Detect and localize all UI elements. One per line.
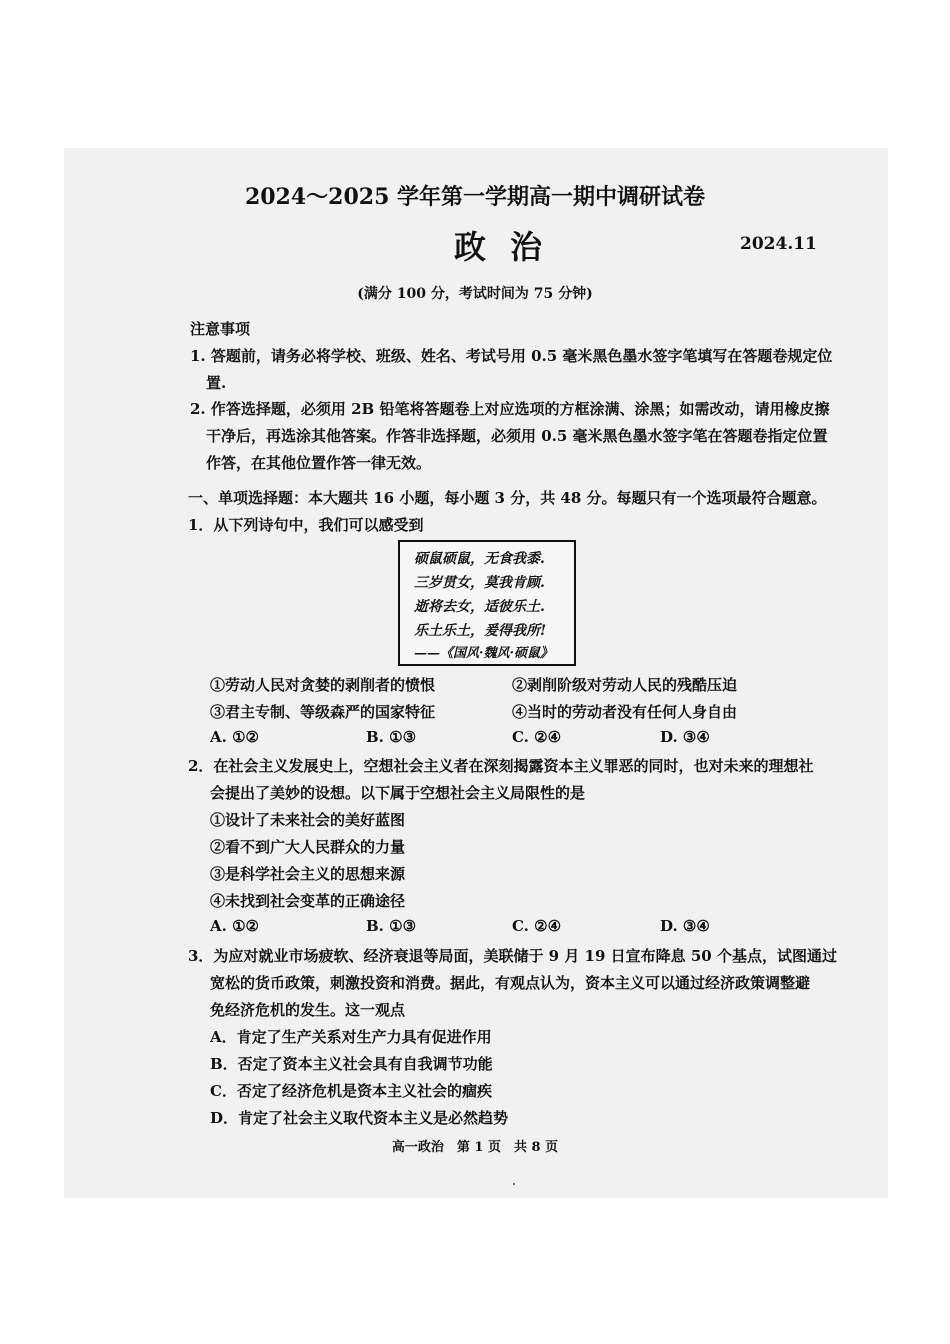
q1-stem: 1．从下列诗句中，我们可以感受到: [188, 516, 424, 534]
q2-stem-line-2: 会提出了美妙的设想。以下属于空想社会主义局限性的是: [210, 784, 586, 802]
exam-date: 2024.11: [740, 234, 817, 254]
q3-option-d: D．肯定了社会主义取代资本主义是必然趋势: [210, 1109, 509, 1127]
q3-stem-line-1: 3．为应对就业市场疲软、经济衰退等局面，美联储于 9 月 19 日宣布降息 50 个基点，试图通过: [188, 947, 837, 965]
q3-option-b: B．否定了资本主义社会具有自我调节功能: [210, 1055, 493, 1073]
section-heading: 一、单项选择题：本大题共 16 小题，每小题 3 分，共 48 分。每题只有一个选项最符合题意。: [188, 489, 827, 507]
q2-statement-3: ③是科学社会主义的思想来源: [210, 865, 406, 883]
q1-statement-2: ②剥削阶级对劳动人民的残酷压迫: [512, 676, 738, 694]
page-footer: 高一政治 第 1 页 共 8 页: [391, 1140, 559, 1155]
q2-statement-1: ①设计了未来社会的美好蓝图: [210, 811, 406, 829]
notice-title: 注意事项: [190, 320, 251, 338]
q3-stem-line-3: 免经济危机的发生。这一观点: [210, 1001, 406, 1019]
notice-item-2-line-3: 作答，在其他位置作答一律无效。: [206, 454, 432, 472]
poem-line: 三岁贯女，莫我肯顾.: [414, 575, 545, 591]
q2-option-d: D. ③④: [660, 917, 710, 935]
q3-option-c: C．否定了经济危机是资本主义社会的痼疾: [210, 1082, 492, 1100]
subject-title: 政治: [454, 228, 567, 266]
q2-stem-line-1: 2．在社会主义发展史上，空想社会主义者在深刻揭露资本主义罪恶的同时，也对未来的理想社: [188, 757, 814, 775]
poem-line: 硕鼠硕鼠，无食我黍.: [414, 551, 545, 567]
q1-statement-3: ③君主专制、等级森严的国家特征: [210, 703, 436, 721]
poem-box: [398, 540, 576, 666]
q1-statement-4: ④当时的劳动者没有任何人身自由: [512, 703, 738, 721]
scan-speck: [513, 1183, 515, 1185]
exam-title: 2024～2025 学年第一学期高一期中调研试卷: [244, 184, 706, 210]
notice-item-2-line-1: 2. 作答选择题，必须用 2B 铅笔将答题卷上对应选项的方框涂满、涂黑；如需改动，请用橡皮擦: [190, 400, 830, 418]
q2-statement-4: ④未找到社会变革的正确途径: [210, 892, 406, 910]
notice-item-1-line-1: 1. 答题前，请务必将学校、班级、姓名、考试号用 0.5 毫米黑色墨水签字笔填写在答题卷规定位: [190, 347, 833, 365]
score-time-line: (满分 100 分，考试时间为 75 分钟): [357, 286, 593, 302]
q1-option-a: A. ①②: [210, 728, 259, 746]
poem-line: 逝将去女，适彼乐土.: [414, 599, 545, 615]
q2-option-a: A. ①②: [210, 917, 259, 935]
q3-option-a: A．肯定了生产关系对生产力具有促进作用: [210, 1028, 492, 1046]
q1-statement-1: ①劳动人民对贪婪的剥削者的愤恨: [210, 676, 436, 694]
q1-option-c: C. ②④: [512, 728, 562, 746]
q2-option-c: C. ②④: [512, 917, 562, 935]
poem-line: 乐土乐土，爰得我所!: [414, 623, 547, 639]
q2-statement-2: ②看不到广大人民群众的力量: [210, 838, 406, 856]
q3-stem-line-2: 宽松的货币政策，刺激投资和消费。据此，有观点认为，资本主义可以通过经济政策调整避: [210, 974, 811, 992]
poem-source: ——《国风·魏风·硕鼠》: [414, 646, 554, 661]
notice-item-2-line-2: 干净后，再选涂其他答案。作答非选择题，必须用 0.5 毫米黑色墨水签字笔在答题卷指定位置: [206, 427, 828, 445]
q2-option-b: B. ①③: [366, 917, 417, 935]
q1-option-b: B. ①③: [366, 728, 417, 746]
notice-item-1-line-2: 置.: [206, 374, 227, 392]
q1-option-d: D. ③④: [660, 728, 710, 746]
